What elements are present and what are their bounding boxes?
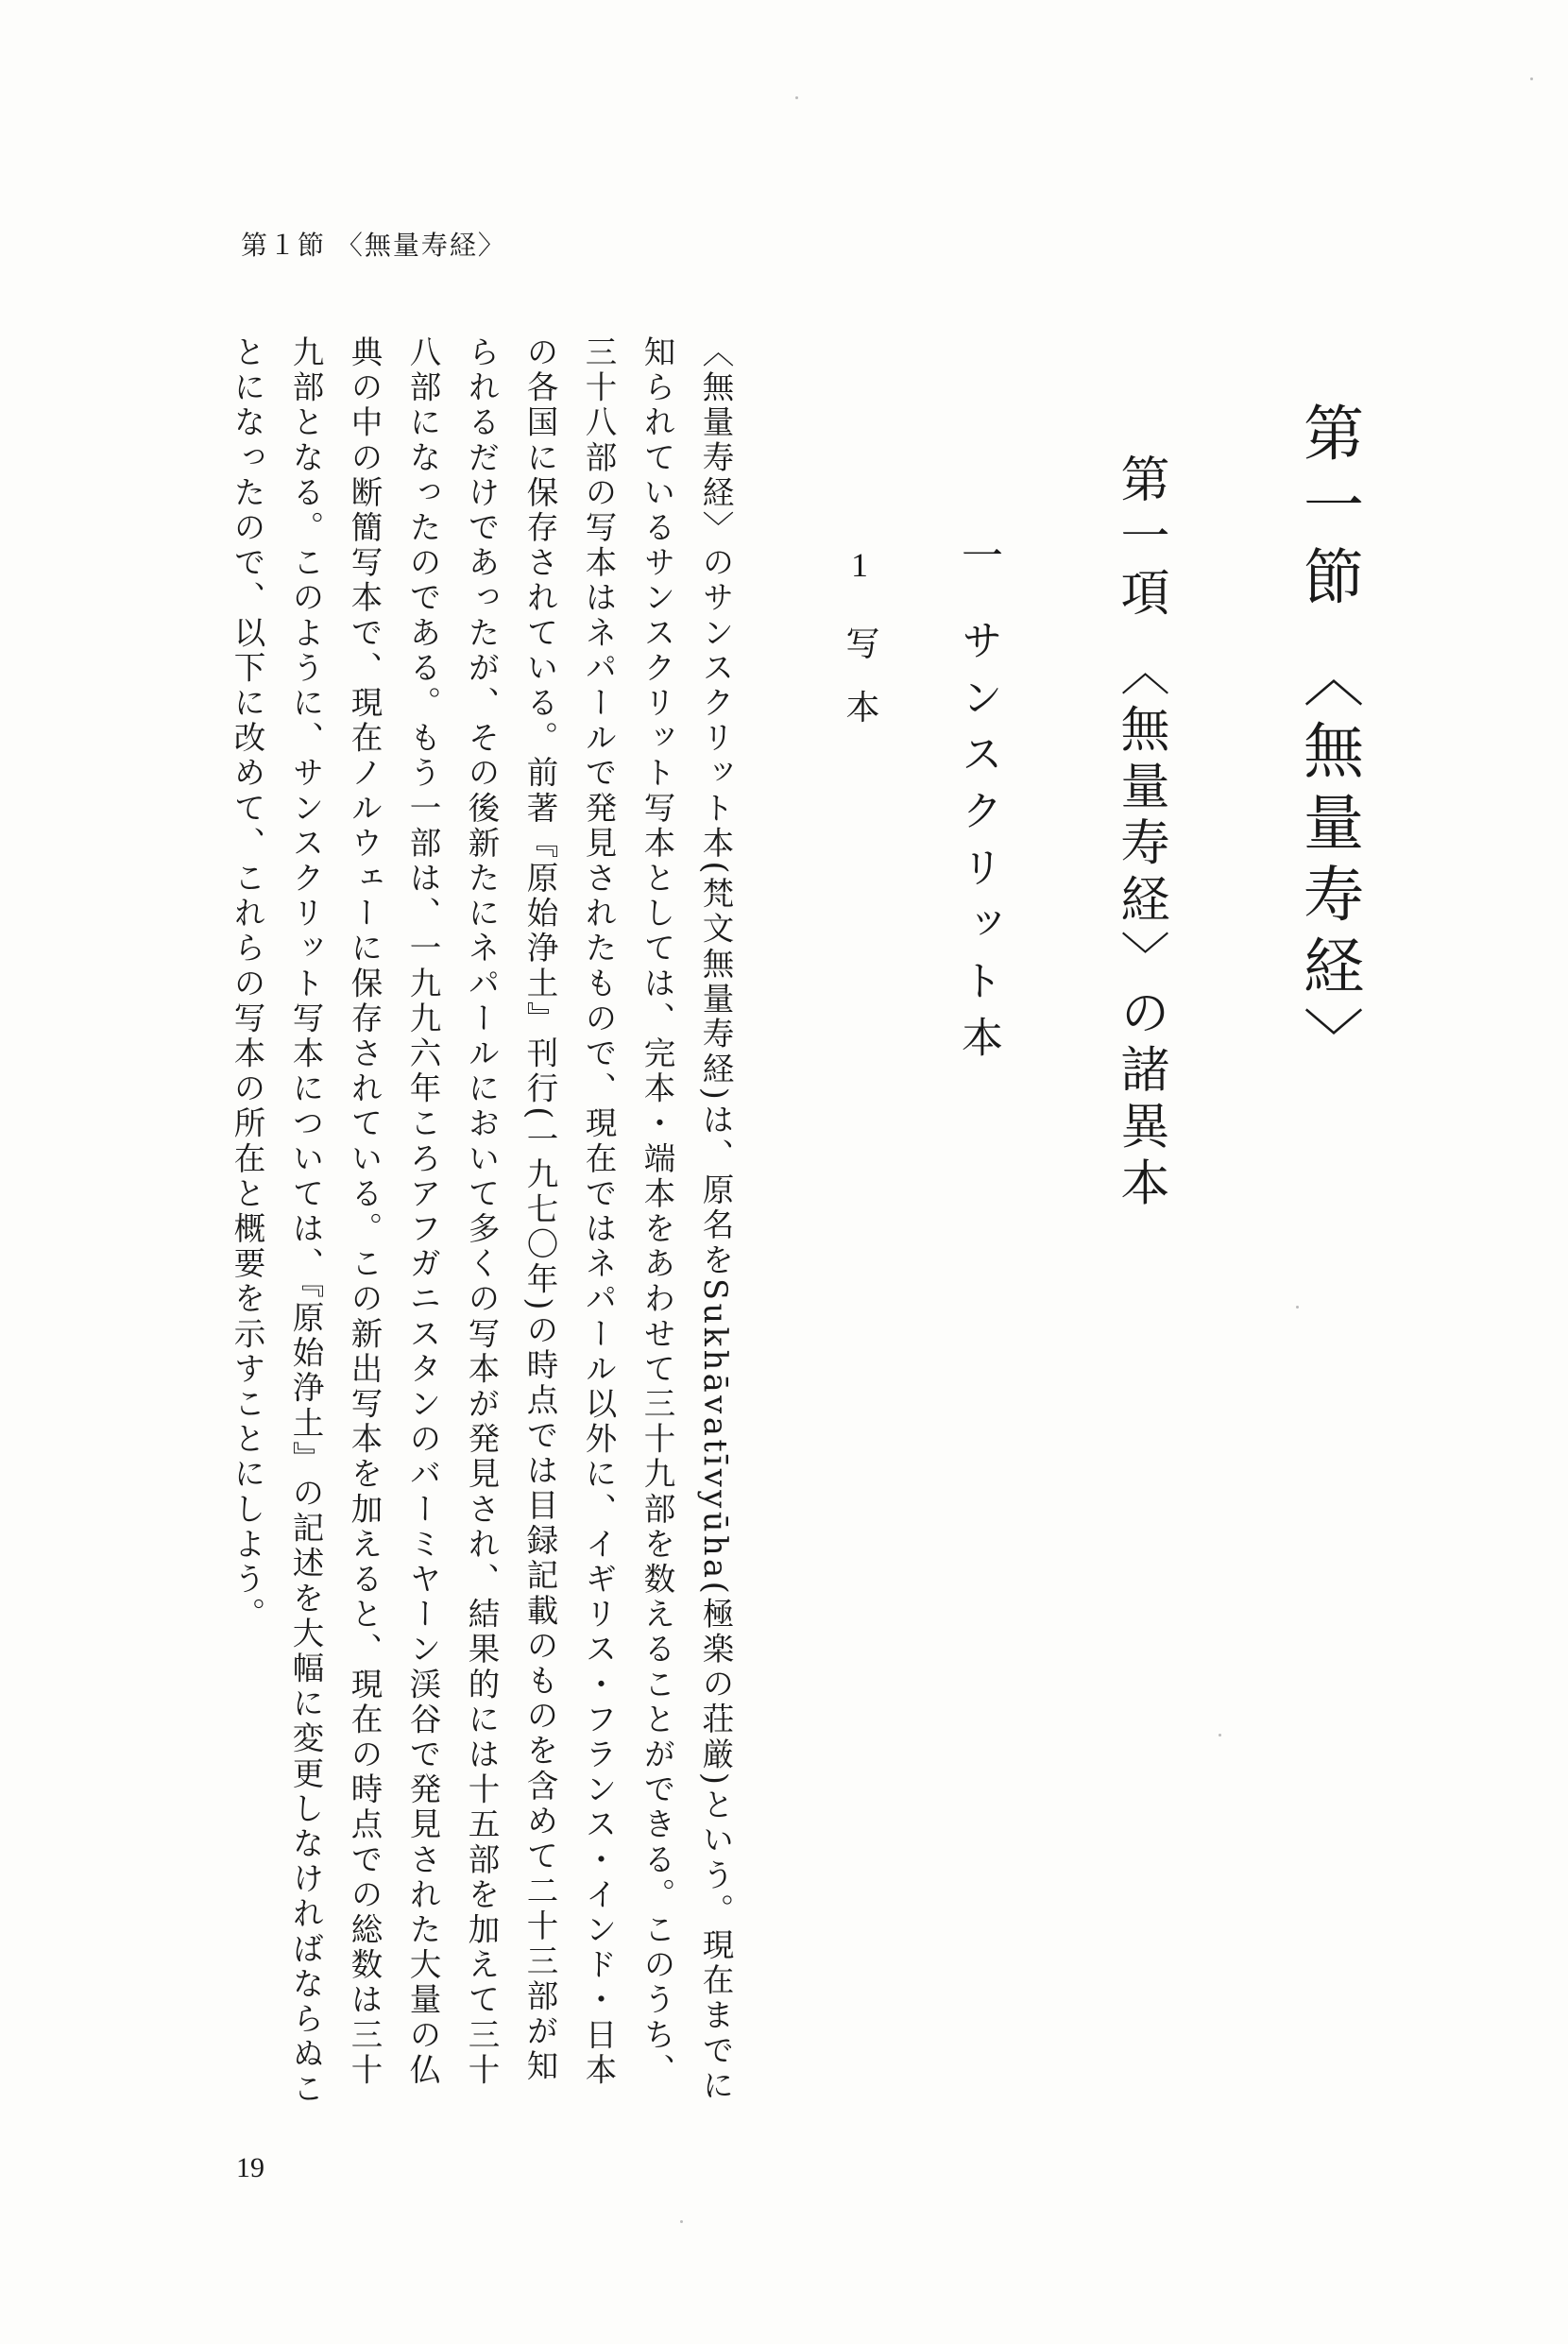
- subheading-spacer: [841, 582, 879, 625]
- subsection-title: 一 サンスクリット本: [954, 534, 1002, 1072]
- scan-speck: [680, 2220, 683, 2223]
- subheading-label: 写 本: [841, 625, 879, 733]
- subheading-number: 1: [851, 548, 868, 582]
- item-title: 第一項 〈無量寿経〉の諸異本: [1112, 453, 1168, 1214]
- scan-speck: [1296, 1306, 1299, 1309]
- body-text: [217, 335, 744, 2112]
- body-paragraph: 〈無量寿経〉のサンスクリット本(梵文無量寿経)は、原名をSukhāvatīvyūha(極楽の荘厳)という。現在までに知られているサンスクリット写本としては、完本・端本をあわせて三十九部を数えることができる。このうち、三十八部の写本はネパールで発見されたもので、現在ではネパール以外に、イギリス・フランス・インド・日本の各国に保存されている。前著『原始浄土』刊行(一九七〇年)の時点では目録記載のものを含めて二十三部が知られるだけであったが、その後新たにネパールにおいて多くの写本が発見され、結果的には十五部を加えて三十八部になったのである。もう一部は、一九九六年ころアフガニスタンのバーミヤーン渓谷で発見された大量の仏典の中の断簡写本で、現在ノルウェーに保存されている。この新出写本を加えると、現在の時点での総数は三十九部となる。このように、サンスクリット写本については、『原始浄土』の記述を大幅に変更しなければならぬことになったので、以下に改めて、これらの写本の所在と概要を示すことにしよう。: [229, 335, 734, 2108]
- scan-speck: [1219, 1734, 1221, 1737]
- section-title: 第一節 〈無量寿経〉: [1293, 402, 1363, 1079]
- running-header: 第１節 〈無量寿経〉: [241, 230, 506, 261]
- scan-speck: [1530, 77, 1533, 80]
- scan-speck: [795, 96, 798, 99]
- page-number: 19: [236, 2152, 264, 2183]
- subheading: [836, 548, 884, 732]
